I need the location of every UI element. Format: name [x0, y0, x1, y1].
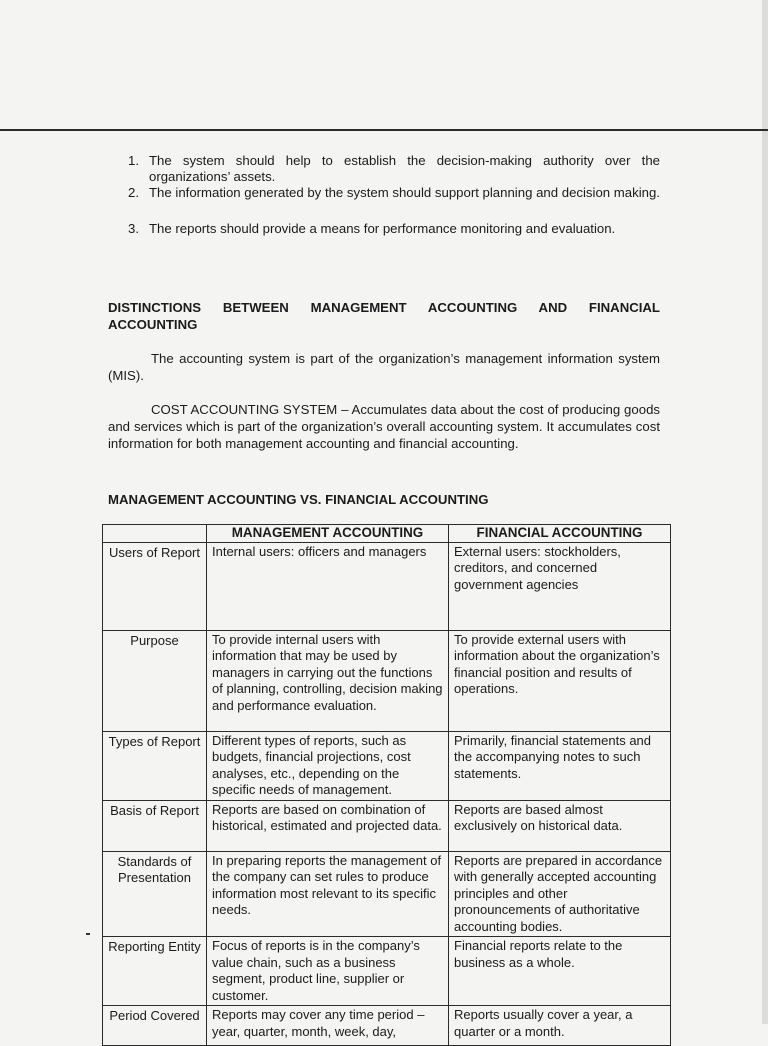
management-cell: Focus of reports is in the company’s value chain, such as a business segment, product line, supplier or customer.: [207, 937, 449, 1006]
financial-cell: External users: stockholders, creditors, and concerned government agencies: [449, 542, 671, 630]
table-row: [103, 731, 671, 800]
comparison-heading: MANAGEMENT ACCOUNTING VS. FINANCIAL ACCOUNTING: [108, 492, 489, 507]
management-cell: To provide internal users with information that may be used by managers in carrying out the functions of planning, controlling, decision making and performance evaluation.: [207, 630, 449, 731]
management-cell: In preparing reports the management of the company can set rules to produce information most relevant to its specific needs.: [207, 851, 449, 937]
list-item-number: 3.: [128, 221, 139, 236]
top-rule-divider: [0, 129, 768, 131]
mis-paragraph: The accounting system is part of the organization’s management information system (MIS).: [108, 351, 660, 383]
list-item: [108, 221, 660, 237]
row-label: Users of Report: [103, 542, 207, 630]
row-label: Basis of Report: [103, 800, 207, 851]
distinctions-heading: [108, 299, 660, 333]
comparison-table: [102, 524, 671, 1046]
page-edge-shadow: [762, 0, 768, 1024]
list-item-number: 1.: [128, 153, 139, 168]
financial-cell: Reports are based almost exclusively on historical data.: [449, 800, 671, 851]
financial-cell: Financial reports relate to the business as a whole.: [449, 937, 671, 1006]
row-label: Reporting Entity: [103, 937, 207, 1006]
row-label: Types of Report: [103, 731, 207, 800]
management-cell: Reports are based on combination of historical, estimated and projected data.: [207, 800, 449, 851]
table-row: [103, 630, 671, 731]
margin-mark: [86, 933, 90, 935]
requirements-list: [108, 153, 660, 237]
management-cell: Different types of reports, such as budgets, financial projections, cost analyses, etc., depending on the specific needs of management.: [207, 731, 449, 800]
table-row: [103, 1006, 671, 1046]
management-cell: Reports may cover any time period – year, quarter, month, week, day,: [207, 1006, 449, 1046]
list-item-text: The information generated by the system should support planning and decision making.: [149, 185, 660, 200]
table-header-corner: [103, 525, 207, 543]
financial-cell: Primarily, financial statements and the accompanying notes to such statements.: [449, 731, 671, 800]
list-item: [108, 185, 660, 201]
management-cell: Internal users: officers and managers: [207, 542, 449, 630]
distinctions-heading-line2: ACCOUNTING: [108, 317, 198, 332]
list-item-number: 2.: [128, 185, 139, 200]
table-row: [103, 542, 671, 630]
cost-accounting-paragraph: COST ACCOUNTING SYSTEM – Accumulates data about the cost of producing goods and services which is part of the organization’s overall accounting system. It accumulates cost information for both management accounting and financial accounting.: [108, 402, 660, 451]
table-row: [103, 800, 671, 851]
table-header-financial: FINANCIAL ACCOUNTING: [449, 525, 671, 543]
row-label: Period Covered: [103, 1006, 207, 1046]
distinctions-heading-line1: DISTINCTIONS BETWEEN MANAGEMENT ACCOUNTING AND FINANCIAL: [108, 300, 660, 315]
financial-cell: Reports usually cover a year, a quarter or a month.: [449, 1006, 671, 1046]
financial-cell: Reports are prepared in accordance with generally accepted accounting principles and other pronouncements of authoritative accounting bodies.: [449, 851, 671, 937]
table-row: [103, 851, 671, 937]
row-label: Purpose: [103, 630, 207, 731]
table-header-row: [103, 525, 671, 543]
list-item-text: The system should help to establish the decision-making authority over the organizations’ assets.: [149, 153, 660, 184]
table-row: [103, 937, 671, 1006]
list-item-text: The reports should provide a means for performance monitoring and evaluation.: [149, 221, 616, 236]
list-item: [108, 153, 660, 185]
row-label: Standards of Presentation: [103, 851, 207, 937]
financial-cell: To provide external users with information about the organization’s financial position and results of operations.: [449, 630, 671, 731]
table-header-management: MANAGEMENT ACCOUNTING: [207, 525, 449, 543]
